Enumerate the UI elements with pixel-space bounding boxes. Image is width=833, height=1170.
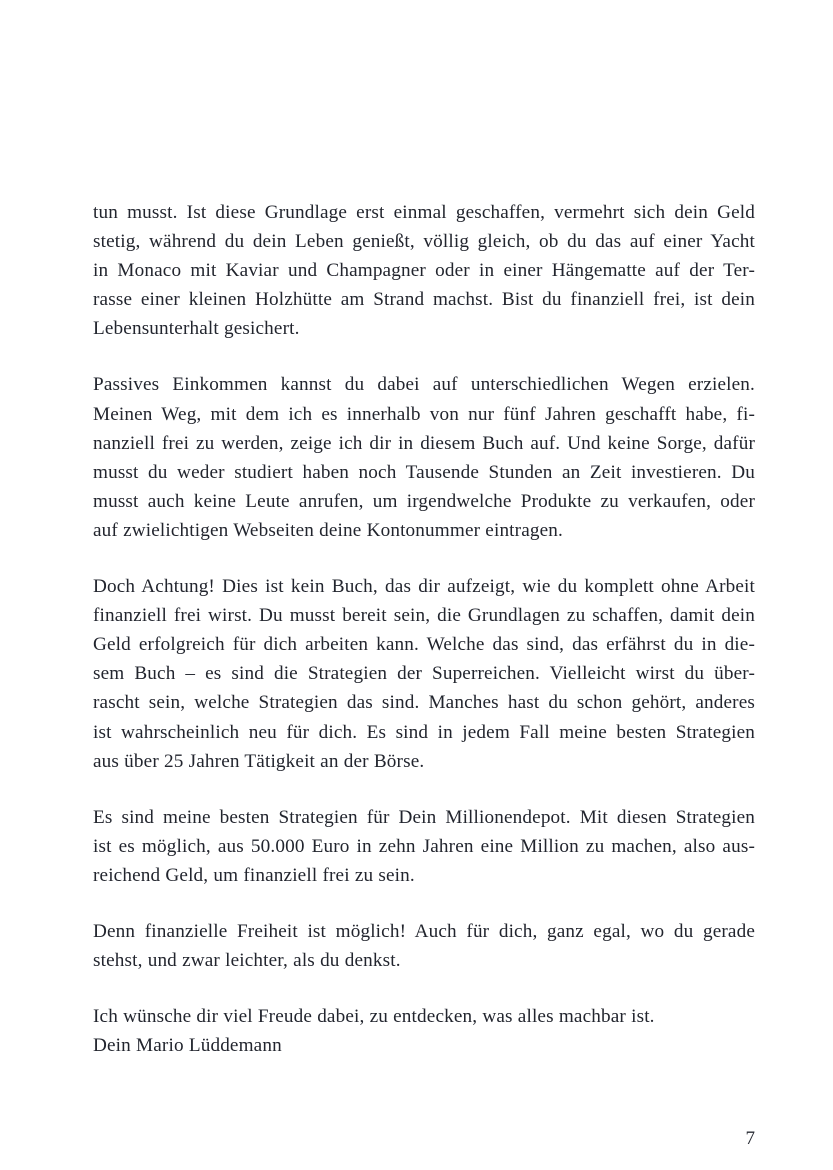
paragraph-4 bbox=[93, 803, 755, 890]
text-line: Denn finanzielle Freiheit ist möglich! Auch für dich, ganz egal, wo du gerade bbox=[93, 920, 755, 942]
text-line: musst auch keine Leute anrufen, um irgendwelche Produkte zu verkaufen, oder bbox=[93, 490, 755, 512]
text-line: Ich wünsche dir viel Freude dabei, zu entdecken, was alles machbar ist. bbox=[93, 1006, 655, 1028]
text-line: Geld erfolgreich für dich arbeiten kann. Welche das sind, das erfährst du in die- bbox=[93, 634, 755, 656]
paragraph-2 bbox=[93, 370, 755, 545]
text-line: ist wahrscheinlich neu für dich. Es sind in jedem Fall meine besten Strategien bbox=[93, 721, 755, 743]
text-line: sem Buch – es sind die Strategien der Superreichen. Vielleicht wirst du über- bbox=[93, 663, 755, 685]
text-line: Meinen Weg, mit dem ich es innerhalb von nur fünf Jahren geschafft habe, fi- bbox=[93, 403, 755, 425]
paragraph-6-closing bbox=[93, 1002, 755, 1060]
paragraph-5 bbox=[93, 917, 755, 975]
text-line: musst du weder studiert haben noch Tausende Stunden an Zeit investieren. Du bbox=[93, 461, 755, 483]
text-line: finanziell frei wirst. Du musst bereit sein, die Grundlagen zu schaffen, damit dein bbox=[93, 605, 755, 627]
text-line: Lebensunterhalt gesichert. bbox=[93, 318, 300, 340]
text-line: Es sind meine besten Strategien für Dein Millionendepot. Mit diesen Strategien bbox=[93, 806, 755, 828]
paragraph-3 bbox=[93, 572, 755, 776]
text-line: tun musst. Ist diese Grundlage erst einmal geschaffen, vermehrt sich dein Geld bbox=[93, 202, 755, 223]
text-line: auf zwielichtigen Webseiten deine Kontonummer eintragen. bbox=[93, 519, 563, 541]
paragraph-1 bbox=[93, 198, 755, 343]
text-line: rasse einer kleinen Holzhütte am Strand machst. Bist du finanziell frei, ist dein bbox=[93, 289, 755, 311]
text-line: stehst, und zwar leichter, als du denkst. bbox=[93, 950, 401, 972]
text-line: stetig, während du dein Leben genießt, völlig gleich, ob du das auf einer Yacht bbox=[93, 231, 755, 253]
text-line: nanziell frei zu werden, zeige ich dir in diesem Buch auf. Und keine Sorge, dafür bbox=[93, 432, 755, 454]
text-line: Passives Einkommen kannst du dabei auf unterschiedlichen Wegen erzielen. bbox=[93, 374, 755, 396]
signature-line: Dein Mario Lüddemann bbox=[93, 1035, 282, 1057]
text-line: rascht sein, welche Strategien das sind. Manches hast du schon gehört, anderes bbox=[93, 692, 755, 714]
text-line: Doch Achtung! Dies ist kein Buch, das dir aufzeigt, wie du komplett ohne Arbeit bbox=[93, 576, 755, 598]
text-line: aus über 25 Jahren Tätigkeit an der Börse. bbox=[93, 750, 425, 772]
body-text-column bbox=[93, 198, 755, 1060]
text-line: ist es möglich, aus 50.000 Euro in zehn Jahren eine Million zu machen, also aus- bbox=[93, 835, 755, 857]
text-line: in Monaco mit Kaviar und Champagner oder in einer Hängematte auf der Ter- bbox=[93, 260, 755, 282]
text-line: reichend Geld, um finanziell frei zu sein. bbox=[93, 864, 415, 886]
page-number: 7 bbox=[745, 1128, 755, 1149]
